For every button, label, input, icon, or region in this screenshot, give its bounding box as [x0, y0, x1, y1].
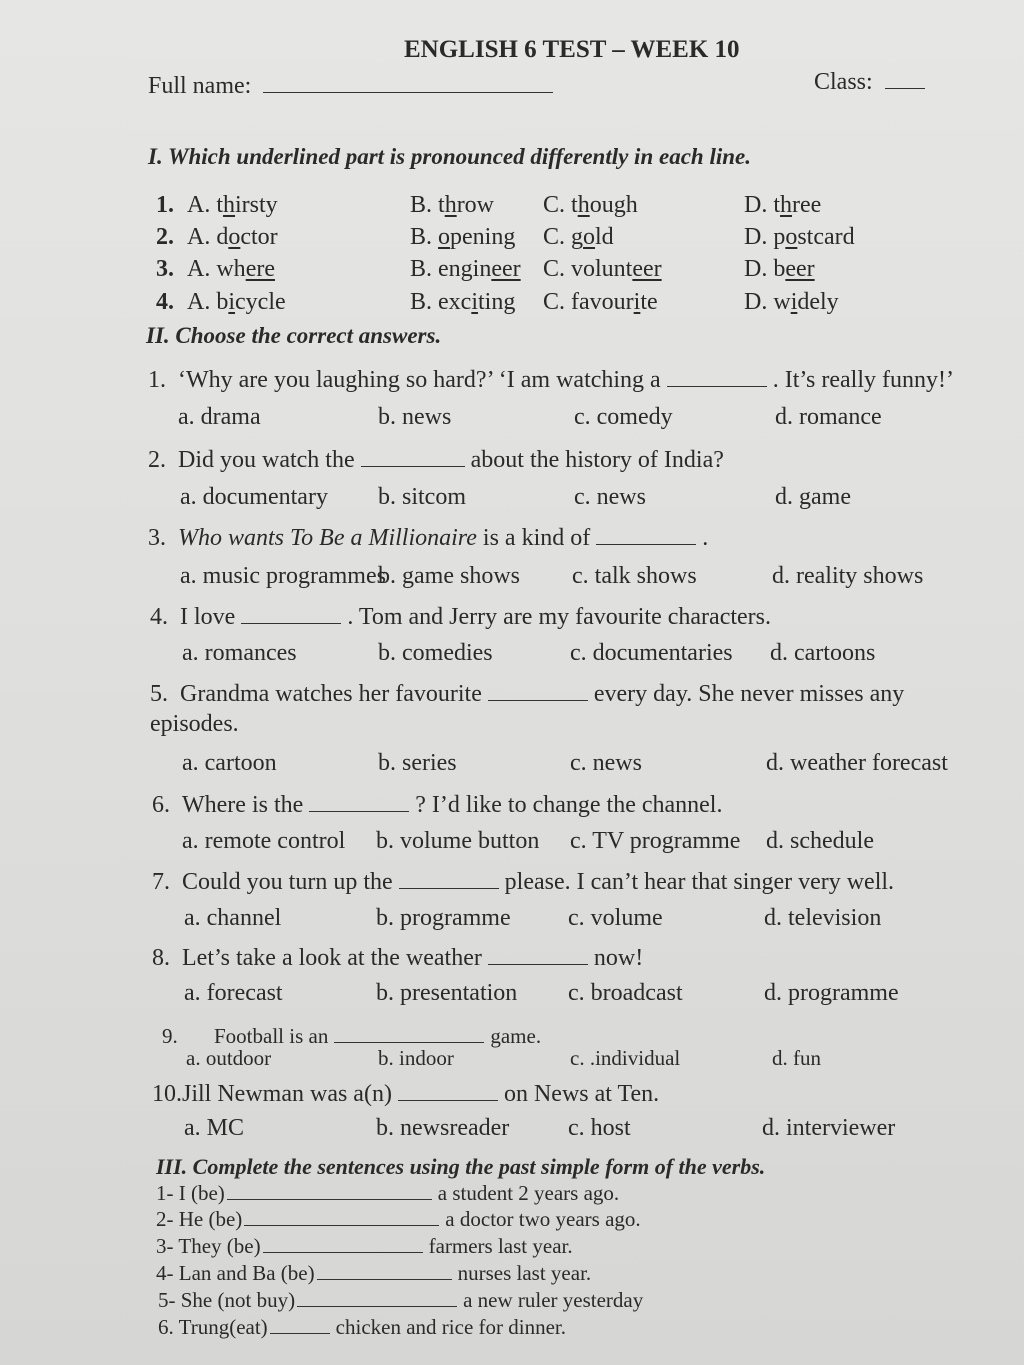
question-q4: [150, 601, 771, 631]
answer-blank[interactable]: [263, 1234, 423, 1253]
underlined-part: o: [785, 224, 798, 250]
pronunciation-option[interactable]: [187, 192, 278, 219]
question-q6: [152, 789, 722, 819]
question-number: 3.: [148, 525, 166, 551]
option-text: cycle: [235, 289, 286, 315]
option-text: t: [438, 192, 445, 218]
option-text: pening: [450, 224, 516, 250]
item-rest: farmers last year.: [428, 1234, 573, 1258]
option-text: favour: [571, 289, 634, 315]
answer-option[interactable]: b. comedies: [378, 640, 493, 666]
answer-option[interactable]: d. romance: [775, 404, 882, 430]
answer-option[interactable]: b. volume button: [376, 828, 540, 854]
answer-option[interactable]: a. forecast: [184, 980, 283, 1006]
item-prompt: 1- I (be): [156, 1181, 225, 1205]
question-number: 3.: [156, 256, 174, 282]
answer-blank[interactable]: [398, 1078, 498, 1101]
answer-option[interactable]: c. host: [568, 1115, 631, 1141]
pronunciation-option[interactable]: [744, 224, 855, 251]
option-text: D.: [744, 192, 774, 218]
pronunciation-option[interactable]: [744, 289, 839, 316]
option-text: g: [571, 224, 584, 250]
question-text: Could you turn up the: [182, 869, 393, 895]
question-q10: [152, 1078, 659, 1108]
answer-option[interactable]: d. fun: [772, 1046, 821, 1070]
answer-option[interactable]: c. news: [570, 750, 642, 776]
show-title: Who wants To Be a Millionaire: [178, 525, 477, 551]
answer-option[interactable]: a. music programmes: [180, 563, 386, 589]
question-text: Let’s take a look at the weather: [182, 945, 482, 971]
question-q2: [148, 444, 724, 474]
question-number: 5.: [150, 681, 168, 707]
option-text: irsty: [235, 192, 278, 218]
question-text-end: game.: [490, 1024, 542, 1048]
option-text: t: [571, 192, 578, 218]
pronunciation-option[interactable]: [543, 224, 614, 251]
class-blank[interactable]: [885, 66, 925, 89]
option-text: dely: [797, 289, 839, 315]
full-name-text: Full name:: [148, 73, 252, 99]
full-name-label: [148, 70, 553, 100]
question-number: 2.: [156, 224, 174, 250]
option-text: ctor: [240, 224, 278, 250]
option-text: A.: [187, 192, 217, 218]
underlined-part: i: [633, 289, 641, 315]
answer-option[interactable]: b. sitcom: [378, 484, 466, 510]
question-text: Where is the: [182, 792, 304, 818]
option-text: B.: [410, 192, 439, 218]
pronunciation-option[interactable]: [187, 289, 286, 316]
underlined-part: i: [471, 289, 478, 315]
question-number: 4.: [156, 289, 174, 315]
underlined-part: o: [438, 224, 451, 250]
section3-heading: III. Complete the sentences using the past simple form of the verbs.: [156, 1154, 766, 1179]
answer-blank[interactable]: [399, 866, 499, 889]
question-q9: [162, 1020, 541, 1049]
pronunciation-option[interactable]: [187, 256, 275, 283]
section3-item: [156, 1181, 619, 1206]
pronunciation-option[interactable]: [744, 192, 821, 219]
answer-blank[interactable]: [488, 942, 588, 965]
answer-option[interactable]: b. newsreader: [376, 1115, 510, 1141]
answer-blank[interactable]: [297, 1288, 457, 1307]
underlined-part: h: [577, 192, 590, 218]
option-text: C.: [543, 224, 572, 250]
answer-option[interactable]: a. remote control: [182, 828, 346, 854]
option-text: p: [773, 224, 786, 250]
answer-option[interactable]: c. .individual: [570, 1046, 681, 1070]
question-text-end: ? I’d like to change the channel.: [415, 792, 723, 818]
option-text: D.: [744, 224, 774, 250]
item-rest: a new ruler yesterday: [463, 1288, 644, 1312]
answer-option[interactable]: a. MC: [184, 1115, 244, 1141]
option-text: row: [456, 192, 495, 218]
option-text: ough: [589, 192, 638, 218]
answer-option[interactable]: d. cartoons: [770, 640, 876, 666]
answer-option[interactable]: b. game shows: [378, 563, 520, 589]
pronunciation-option[interactable]: [543, 289, 658, 316]
option-text: b: [216, 289, 229, 315]
question-text: Did you watch the: [178, 447, 355, 473]
answer-option[interactable]: d. interviewer: [762, 1115, 896, 1141]
answer-blank[interactable]: [488, 678, 588, 701]
question-text-end: . It’s really funny!’: [772, 367, 954, 393]
underlined-part: eer: [632, 256, 662, 282]
option-text: volunt: [571, 256, 633, 282]
answer-blank[interactable]: [317, 1261, 452, 1280]
class-text: Class:: [814, 69, 873, 95]
underlined-part: h: [780, 192, 793, 218]
section3-item: [158, 1288, 643, 1313]
answer-option[interactable]: b. presentation: [376, 980, 518, 1006]
question-text: ‘Why are you laughing so hard?’ ‘I am watching a: [178, 367, 661, 393]
answer-option[interactable]: d. reality shows: [772, 563, 924, 589]
option-text: b: [773, 256, 786, 282]
answer-option[interactable]: c. documentaries: [570, 640, 733, 666]
pronunciation-option[interactable]: [744, 256, 815, 283]
underlined-part: o: [228, 224, 241, 250]
underlined-part: ere: [245, 256, 275, 282]
item-prompt: 4- Lan and Ba (be): [156, 1261, 315, 1285]
answer-option[interactable]: b. indoor: [378, 1046, 454, 1070]
answer-blank[interactable]: [227, 1181, 432, 1200]
pronunciation-option[interactable]: [543, 256, 662, 283]
question-text-end: . Tom and Jerry are my favourite characters.: [347, 604, 772, 630]
underlined-part: eer: [491, 256, 521, 282]
item-prompt: 3- They (be): [156, 1234, 261, 1258]
answer-option[interactable]: a. romances: [182, 640, 297, 666]
option-text: wh: [216, 256, 246, 282]
question-number: 9.: [162, 1024, 178, 1048]
option-text: D.: [744, 289, 774, 315]
item-prompt: 6. Trung(eat): [158, 1315, 268, 1339]
underlined-part: o: [583, 224, 596, 250]
answer-option[interactable]: d. weather forecast: [766, 750, 948, 776]
option-text: engin: [438, 256, 492, 282]
underlined-part: i: [790, 289, 798, 315]
item-rest: a student 2 years ago.: [437, 1181, 620, 1205]
section3-item: [156, 1261, 591, 1286]
underlined-part: h: [223, 192, 236, 218]
option-text: A.: [187, 224, 217, 250]
question-text: is a kind of: [476, 525, 591, 551]
pronunciation-option[interactable]: [410, 192, 494, 219]
answer-option[interactable]: d. schedule: [766, 828, 874, 854]
pronunciation-option[interactable]: [410, 256, 521, 283]
question-number: 7.: [152, 869, 170, 895]
answer-option[interactable]: a. channel: [184, 905, 282, 931]
question-text: I love: [180, 604, 236, 630]
answer-option[interactable]: a. cartoon: [182, 750, 277, 776]
underlined-part: h: [444, 192, 457, 218]
answer-blank[interactable]: [667, 364, 767, 387]
question-q8: [152, 942, 643, 972]
question-number: 4.: [150, 604, 168, 630]
option-text: w: [773, 289, 791, 315]
option-text: d: [216, 224, 229, 250]
option-text: C.: [543, 289, 572, 315]
answer-blank[interactable]: [596, 522, 696, 545]
question-text-end: about the history of India?: [470, 447, 724, 473]
question-text-end: every day. She never misses any: [593, 681, 905, 707]
option-text: t: [773, 192, 781, 218]
option-text: C.: [543, 192, 572, 218]
underlined-part: i: [228, 289, 236, 315]
section1-heading: I. Which underlined part is pronounced differently in each line.: [148, 144, 751, 169]
question-q7: [152, 866, 894, 896]
answer-option[interactable]: a. drama: [178, 404, 261, 430]
item-rest: a doctor two years ago.: [445, 1207, 641, 1231]
full-name-blank[interactable]: [263, 70, 553, 93]
answer-option[interactable]: a. documentary: [180, 484, 328, 510]
question-number: 1.: [148, 367, 166, 393]
question-number: 1.: [156, 192, 174, 218]
answer-option[interactable]: c. news: [574, 484, 646, 510]
underlined-part: eer: [785, 256, 815, 282]
question-q5: [150, 678, 904, 708]
option-text: B.: [410, 289, 439, 315]
pronunciation-option[interactable]: [410, 224, 515, 251]
option-text: C.: [543, 256, 572, 282]
answer-option[interactable]: d. programme: [764, 980, 899, 1006]
question-number: 10.: [152, 1081, 182, 1107]
question-number: 2.: [148, 447, 166, 473]
option-text: te: [640, 289, 658, 315]
option-text: A.: [187, 289, 217, 315]
question-continuation: episodes.: [150, 711, 239, 737]
pronunciation-option[interactable]: [410, 289, 515, 316]
question-q3: [148, 522, 708, 552]
answer-option[interactable]: c. volume: [568, 905, 663, 931]
answer-option[interactable]: a. outdoor: [186, 1046, 272, 1070]
option-text: stcard: [797, 224, 855, 250]
item-rest: chicken and rice for dinner.: [335, 1315, 566, 1339]
class-label: [814, 66, 925, 96]
option-text: t: [216, 192, 224, 218]
answer-option[interactable]: b. news: [378, 404, 452, 430]
option-text: ree: [792, 192, 822, 218]
item-prompt: 2- He (be): [156, 1207, 243, 1231]
question-text: Football is an: [214, 1024, 329, 1048]
answer-option[interactable]: d. television: [764, 905, 882, 931]
answer-blank[interactable]: [334, 1020, 484, 1043]
answer-option[interactable]: c. comedy: [574, 404, 673, 430]
question-number: 6.: [152, 792, 170, 818]
section3-item: [156, 1234, 573, 1259]
answer-option[interactable]: b. series: [378, 750, 457, 776]
section3-item: [158, 1315, 566, 1340]
option-text: B.: [410, 224, 439, 250]
answer-option[interactable]: b. programme: [376, 905, 511, 931]
answer-blank[interactable]: [361, 444, 465, 467]
pronunciation-option[interactable]: [187, 224, 278, 251]
question-number: 8.: [152, 945, 170, 971]
item-rest: nurses last year.: [457, 1261, 592, 1285]
pronunciation-option[interactable]: [543, 192, 638, 219]
answer-blank[interactable]: [244, 1207, 439, 1226]
question-text: Jill Newman was a(n): [182, 1081, 392, 1107]
question-q1: [148, 364, 954, 394]
question-text-end: please. I can’t hear that singer very well.: [504, 869, 895, 895]
question-text-end: .: [702, 525, 709, 551]
question-text-end: now!: [593, 945, 644, 971]
answer-blank[interactable]: [241, 601, 341, 624]
answer-blank[interactable]: [309, 789, 409, 812]
option-text: ting: [478, 289, 516, 315]
option-text: B.: [410, 256, 439, 282]
option-text: A.: [187, 256, 217, 282]
page-title: ENGLISH 6 TEST – WEEK 10: [404, 36, 740, 63]
answer-blank[interactable]: [270, 1315, 330, 1334]
answer-option[interactable]: c. talk shows: [572, 563, 697, 589]
answer-option[interactable]: c. broadcast: [568, 980, 683, 1006]
answer-option[interactable]: d. game: [775, 484, 851, 510]
question-text: Grandma watches her favourite: [180, 681, 482, 707]
option-text: D.: [744, 256, 774, 282]
option-text: ld: [595, 224, 614, 250]
answer-option[interactable]: c. TV programme: [570, 828, 741, 854]
question-text-end: on News at Ten.: [503, 1081, 660, 1107]
option-text: exc: [438, 289, 472, 315]
section3-item: [156, 1207, 641, 1232]
item-prompt: 5- She (not buy): [158, 1288, 296, 1312]
section2-heading: II. Choose the correct answers.: [146, 323, 442, 348]
